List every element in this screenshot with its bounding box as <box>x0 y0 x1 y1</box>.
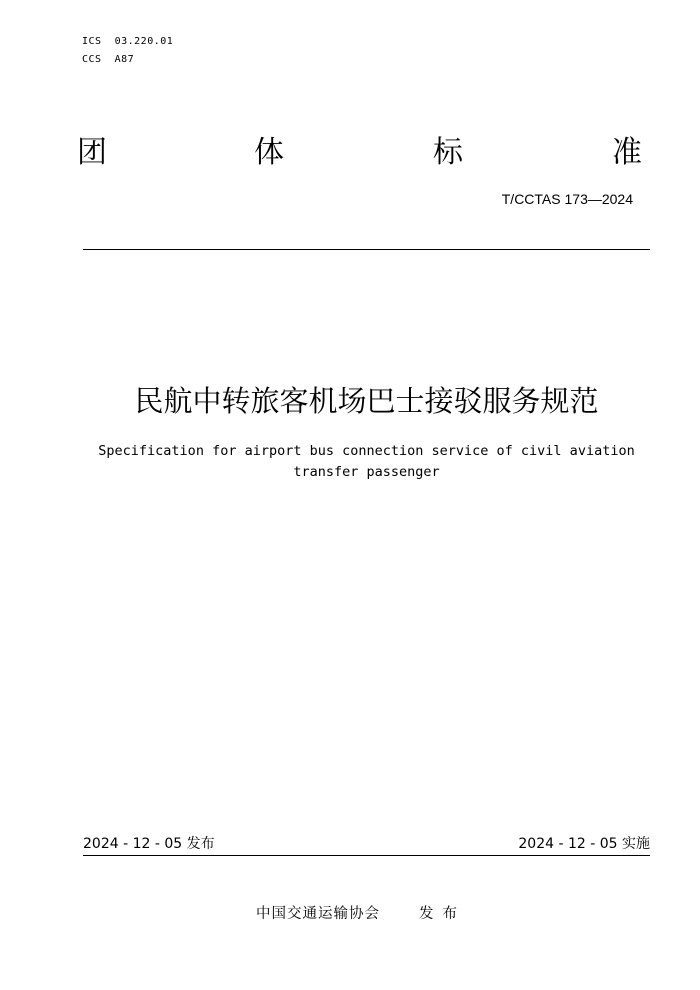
standard-type-char: 团 <box>77 135 107 170</box>
ccs-code: CCS A87 <box>82 54 135 65</box>
publisher-name: 中国交通运输协会 <box>256 906 380 922</box>
standard-type-char: 体 <box>254 135 284 170</box>
publish-date: 2024 - 12 - 05 发布 <box>83 836 215 852</box>
footer-divider <box>83 855 650 856</box>
document-title-chinese: 民航中转旅客机场巴士接驳服务规范 <box>134 384 599 418</box>
publisher-action: 发布 <box>419 906 466 922</box>
implement-date: 2024 - 12 - 05 实施 <box>518 836 650 852</box>
document-title-english: Specification for airport bus connection service of civil aviation transfer passenger <box>98 443 635 480</box>
standard-type-char: 准 <box>612 135 642 170</box>
standard-type-char: 标 <box>433 135 463 170</box>
ics-code: ICS 03.220.01 <box>82 36 174 47</box>
standard-number: T/CCTAS 173—2024 <box>501 191 633 207</box>
header-divider <box>83 249 650 250</box>
